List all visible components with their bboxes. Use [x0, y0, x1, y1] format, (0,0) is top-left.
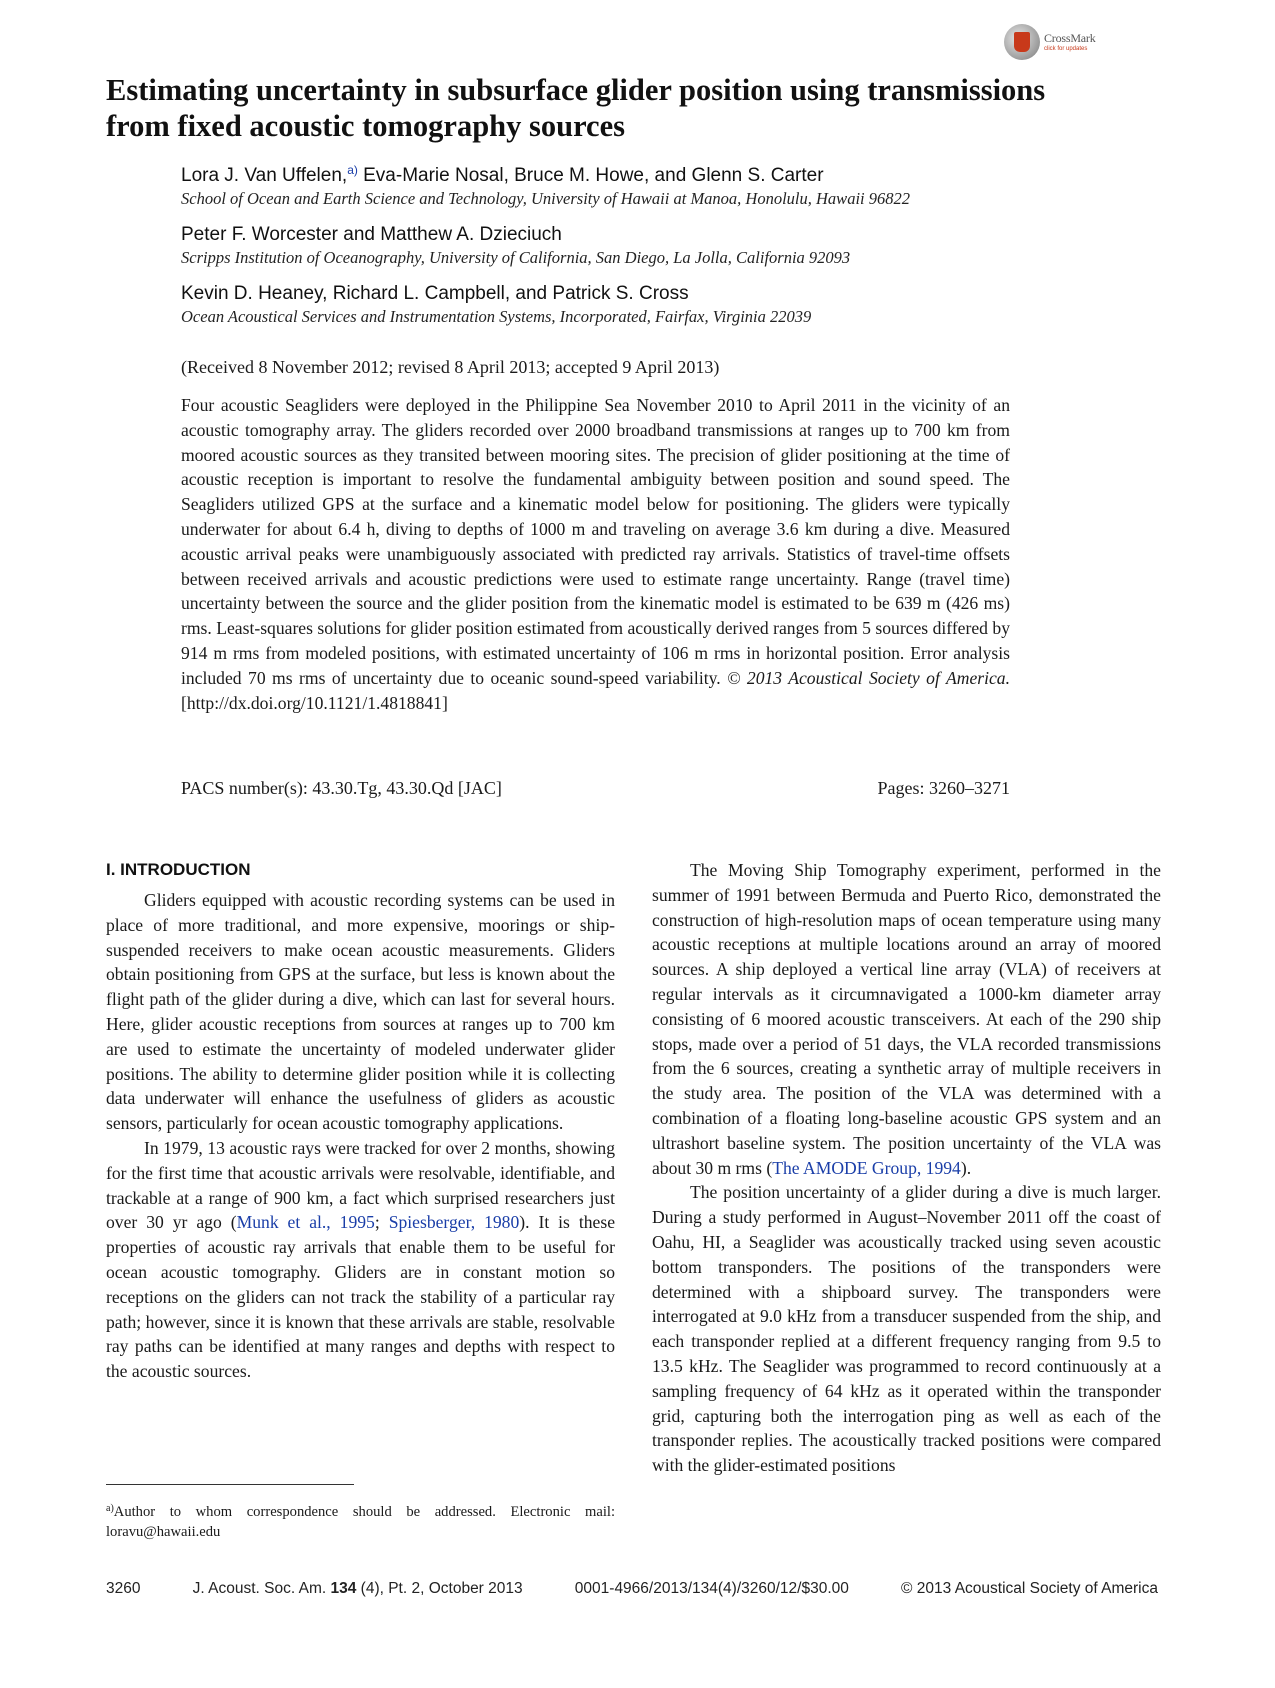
crossmark-label: CrossMark	[1044, 31, 1096, 45]
paper-title: Estimating uncertainty in subsurface glider position using transmissions from fixed acoustic tomography sources	[106, 73, 1046, 143]
crossmark-sublabel: click for updates	[1044, 46, 1088, 52]
section-heading-introduction: I. INTRODUCTION	[106, 860, 251, 879]
author-block	[181, 164, 1081, 341]
pacs-numbers: PACS number(s): 43.30.Tg, 43.30.Qd [JAC]	[181, 778, 502, 798]
footer-copyright: © 2013 Acoustical Society of America	[901, 1580, 1158, 1597]
citation-amode[interactable]: The AMODE Group, 1994	[772, 1157, 961, 1178]
intro-paragraph-3: The Moving Ship Tomography experiment, performed in the summer of 1991 between Bermuda and Puerto Rico, demonstrated the construction of high-resolution maps of ocean temperature using many acoustic receptions at multiple locations around an array of moored sources. A ship deployed a vertical line array (VLA) of receivers at regular intervals as it circumnavigated a 1000-km diameter array consisting of 6 moored acoustic transceivers. At each of the 290 ship stops, made over a period of 51 days, the VLA recorded transmissions from the 6 sources, creating a synthetic array of multiple receivers in the study area. The position of the VLA was determined with a combination of a floating long-baseline acoustic GPS system and an ultrashort baseline system. The position uncertainty of the VLA was about 30 m rms (The AMODE Group, 1994).	[652, 860, 1161, 1178]
footer-journal: J. Acoust. Soc. Am. 134 (4), Pt. 2, October 2013	[192, 1580, 523, 1597]
author-names-1: Lora J. Van Uffelen,$^{a)}$ Eva-Marie Nosal, Bruce M. Howe, and Glenn S. Carter	[181, 163, 824, 186]
affiliation-1: School of Ocean and Earth Science and Technology, University of Hawaii at Manoa, Honolulu, Hawaii 96822	[181, 189, 910, 208]
affiliation-2: Scripps Institution of Oceanography, University of California, San Diego, La Jolla, California 92093	[181, 248, 851, 267]
doi-link[interactable]: [http://dx.doi.org/10.1121/1.4818841]	[181, 692, 448, 713]
abstract-body: Four acoustic Seagliders were deployed in the Philippine Sea November 2010 to April 2011 in the vicinity of an acoustic tomography array. The gliders recorded over 2000 broadband transmissions at ranges up to 700 km from moored acoustic sources as they transited between mooring sites. The precision of glider positioning at the time of acoustic reception is important to resolve the fundamental ambiguity between position and sound speed. The Seagliders utilized GPS at the surface and a kinematic model below for positioning. The gliders were typically underwater for about 6.4 h, diving to depths of 1000 m and traveling on average 3.6 km during a dive. Measured acoustic arrival peaks were unambiguously associated with predicted ray arrivals. Statistics of travel-time offsets between received arrivals and acoustic predictions were used to estimate range uncertainty. Range (travel time) uncertainty between the source and the glider position from the kinematic model is estimated to be 639 m (426 ms) rms. Least-squares solutions for glider position estimated from acoustically derived ranges from 5 sources differed by 914 m rms from modeled positions, with estimated uncertainty of 106 m rms in horizontal position. Error analysis included 70 ms rms of uncertainty due to oceanic sound-speed variability.	[181, 395, 1010, 688]
footnote	[106, 1502, 615, 1542]
intro-paragraph-2: In 1979, 13 acoustic rays were tracked for over 2 months, showing for the first time that acoustic arrivals were resolvable, identifiable, and trackable at a range of 900 km, a fact which surprised researchers just over 30 yr ago (Munk et al., 1995; Spiesberger, 1980). It is these properties of acoustic ray arrivals that enable them to be useful for ocean acoustic tomography. Gliders are in constant motion so receptions on the gliders can not track the stability of a particular ray path; however, since it is known that these arrivals are stable, resolvable ray paths can be identified at many ranges and depths with respect to the acoustic sources.	[106, 1137, 615, 1382]
abstract-copyright: © 2013 Acoustical Society of America.	[727, 667, 1010, 688]
footnote-divider	[106, 1484, 354, 1485]
crossmark-icon	[1004, 24, 1040, 60]
citation-munk[interactable]: Munk et al., 1995	[236, 1212, 375, 1233]
footnote-mark: a)	[106, 1503, 114, 1514]
left-column	[106, 858, 615, 1384]
right-column	[652, 858, 1161, 1478]
page-footer	[106, 1579, 1158, 1599]
crossmark-badge[interactable]	[1004, 22, 1114, 62]
page-range: Pages: 3260–3271	[877, 778, 1010, 798]
author-names-3: Kevin D. Heaney, Richard L. Campbell, and Patrick S. Cross	[181, 283, 689, 304]
footer-page-number: 3260	[106, 1580, 141, 1597]
affiliation-3: Ocean Acoustical Services and Instrumentation Systems, Incorporated, Fairfax, Virginia 22039	[181, 307, 812, 326]
author-group-2	[181, 223, 1081, 269]
abstract	[181, 393, 1010, 715]
footnote-text: Author to whom correspondence should be addressed. Electronic mail: loravu@hawaii.edu	[106, 1504, 615, 1540]
author-names-2: Peter F. Worcester and Matthew A. Dzieciuch	[181, 224, 562, 245]
author-group-1	[181, 164, 1081, 210]
footnote-link[interactable]: a)	[347, 163, 358, 177]
intro-paragraph-1: Gliders equipped with acoustic recording systems can be used in place of more traditional, and more expensive, moorings or ship-suspended receivers to make ocean acoustic measurements. Gliders obtain positioning from GPS at the surface, but less is known about the flight path of the glider during a dive, which can last for several hours. Here, glider acoustic receptions from sources at ranges up to 700 km are used to estimate the uncertainty of modeled underwater glider positions. The ability to determine glider position while it is collecting data underwater will enhance the usefulness of gliders as acoustic sensors, particularly for ocean acoustic tomography applications.	[106, 890, 615, 1134]
pacs-row	[181, 776, 1010, 800]
footer-code: 0001-4966/2013/134(4)/3260/12/$30.00	[574, 1580, 849, 1597]
citation-spiesberger[interactable]: Spiesberger, 1980	[388, 1212, 520, 1233]
intro-paragraph-4: The position uncertainty of a glider during a dive is much larger. During a study performed in August–November 2011 off the coast of Oahu, HI, a Seaglider was acoustically tracked using seven acoustic bottom transponders. The positions of the transponders were determined with a shipboard survey. The transponders were interrogated at 9.0 kHz from a transducer suspended from the ship, and each transponder replied at a different frequency ranging from 9.5 to 13.5 kHz. The Seaglider was programmed to record continuously at a sampling frequency of 64 kHz as it operated within the transponder grid, capturing both the interrogation ping as well as each of the transponder replies. The acoustically tracked positions were compared with the glider-estimated positions	[652, 1182, 1161, 1476]
author-group-3	[181, 282, 1081, 328]
received-dates: (Received 8 November 2012; revised 8 April 2013; accepted 9 April 2013)	[181, 357, 720, 377]
